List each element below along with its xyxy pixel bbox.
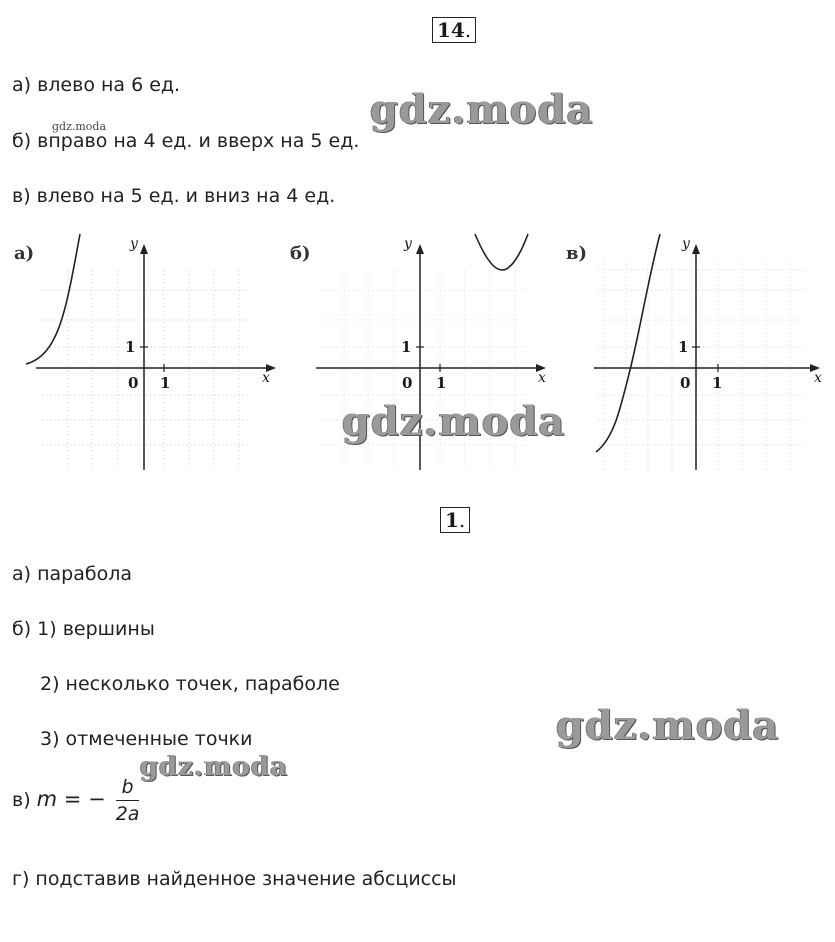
graph-b-label: б) — [290, 243, 311, 264]
graph-a — [14, 230, 284, 475]
answer-14-b: б) вправо на 4 ед. и вверх на 5 ед. — [12, 130, 360, 152]
graph-a-one-x: 1 — [160, 374, 171, 392]
watermark: gdz.moda — [556, 702, 780, 749]
graph-b-origin: 0 — [402, 374, 413, 392]
graph-c-one-x: 1 — [712, 374, 723, 392]
answer-1-g: г) подставив найденное значение абсциссы — [12, 868, 457, 890]
graph-c-y-label: y — [682, 236, 690, 252]
graph-c-x-label: x — [814, 370, 822, 386]
graph-c-origin: 0 — [680, 374, 691, 392]
answer-1-b1: б) 1) вершины — [12, 618, 155, 640]
problem-1-number: 1. — [440, 507, 470, 533]
answer-14-a: а) влево на 6 ед. — [12, 74, 181, 96]
answer-1-a: а) парабола — [12, 563, 132, 585]
problem-1-number-text: 1 — [445, 508, 459, 532]
graph-a-one-y: 1 — [125, 338, 136, 356]
graph-a-x-label: x — [262, 370, 270, 386]
graph-b-one-x: 1 — [436, 374, 447, 392]
watermark: gdz.moda — [342, 398, 566, 445]
graph-b-one-y: 1 — [401, 338, 412, 356]
answer-1-b2: 2) несколько точек, параболе — [40, 673, 340, 695]
graph-a-y-label: y — [130, 236, 138, 252]
fraction-numerator: b — [116, 774, 140, 801]
problem-14-number: 14. — [432, 17, 476, 43]
graph-b-y-label: y — [404, 236, 412, 252]
watermark: gdz.moda — [140, 752, 289, 782]
problem-14-number-text: 14 — [437, 18, 465, 42]
answer-14-c: в) влево на 5 ед. и вниз на 4 ед. — [12, 185, 336, 207]
answer-1-v-prefix: в) — [12, 789, 31, 811]
watermark-small: gdz.moda — [52, 120, 107, 133]
fraction-denominator: 2a — [115, 803, 140, 825]
graph-b-x-label: x — [538, 370, 546, 386]
graph-c-label: в) — [566, 243, 588, 264]
watermark: gdz.moda — [370, 86, 594, 133]
graph-a-origin: 0 — [128, 374, 139, 392]
answer-1-v — [12, 774, 139, 827]
answer-1-v-lhs: m = − — [36, 787, 106, 811]
graph-a-label: а) — [14, 243, 35, 264]
graph-c-one-y: 1 — [678, 338, 689, 356]
answer-1-b3: 3) отмеченные точки — [40, 728, 253, 750]
answer-1-v-fraction — [116, 774, 140, 827]
graph-c — [590, 230, 830, 475]
